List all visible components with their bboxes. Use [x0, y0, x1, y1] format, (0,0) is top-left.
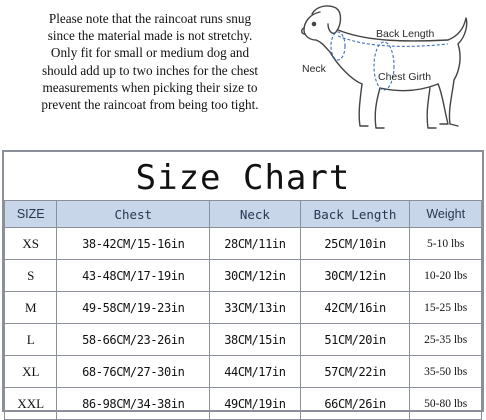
cell-size: XXL — [5, 388, 57, 420]
column-header-chest: Chest — [57, 201, 210, 228]
cell-weight: 10-20 lbs — [410, 260, 482, 292]
cell-neck: 44CM/17in — [210, 356, 301, 388]
table-row — [5, 324, 482, 356]
cell-neck: 28CM/11in — [210, 228, 301, 260]
note-line: measurements when picking their size to — [42, 79, 258, 95]
cell-size: L — [5, 324, 57, 356]
note-line: should add up to two inches for the chest — [41, 62, 259, 78]
table-row — [5, 260, 482, 292]
note-line: since the material made is not stretchy. — [47, 28, 253, 44]
cell-back-length: 30CM/12in — [300, 260, 410, 292]
table-row — [5, 228, 482, 260]
cell-back-length: 25CM/10in — [300, 228, 410, 260]
cell-size: M — [5, 292, 57, 324]
table-row — [5, 356, 482, 388]
cell-chest: 38-42CM/15-16in — [57, 228, 210, 260]
cell-neck: 49CM/19in — [210, 388, 301, 420]
cell-chest: 68-76CM/27-30in — [57, 356, 210, 388]
cell-weight: 15-25 lbs — [410, 292, 482, 324]
cell-weight: 50-80 lbs — [410, 388, 482, 420]
note-line: prevent the raincoat from being too tight. — [41, 97, 259, 113]
column-header-back-length: Back Length — [300, 201, 410, 228]
table-row — [5, 292, 482, 324]
back-length-label: Back Length — [376, 28, 435, 40]
cell-size: S — [5, 260, 57, 292]
cell-neck: 30CM/12in — [210, 260, 301, 292]
cell-chest: 86-98CM/34-38in — [57, 388, 210, 420]
cell-back-length: 66CM/26in — [300, 388, 410, 420]
cell-weight: 35-50 lbs — [410, 356, 482, 388]
column-header-neck: Neck — [210, 201, 301, 228]
cell-size: XL — [5, 356, 57, 388]
note-line: Only fit for small or medium dog and — [50, 45, 250, 61]
cell-size: XS — [5, 228, 57, 260]
chest-girth-label: Chest Girth — [378, 71, 432, 83]
dog-outline-icon — [302, 6, 467, 128]
dog-measurement-diagram — [298, 0, 486, 140]
cell-neck: 38CM/15in — [210, 324, 301, 356]
column-header-size: SIZE — [5, 201, 57, 228]
cell-back-length: 57CM/22in — [300, 356, 410, 388]
cell-chest: 58-66CM/23-26in — [57, 324, 210, 356]
cell-neck: 33CM/13in — [210, 292, 301, 324]
cell-chest: 49-58CM/19-23in — [57, 292, 210, 324]
size-chart-title: Size Chart — [135, 158, 351, 198]
size-table-header-row — [5, 201, 482, 228]
size-chart — [2, 150, 484, 412]
table-row — [5, 388, 482, 420]
cell-back-length: 42CM/16in — [300, 292, 410, 324]
cell-chest: 43-48CM/17-19in — [57, 260, 210, 292]
neck-label: Neck — [302, 63, 326, 75]
cell-weight: 5-10 lbs — [410, 228, 482, 260]
cell-back-length: 51CM/20in — [300, 324, 410, 356]
raincoat-fit-note — [0, 10, 300, 113]
column-header-weight: Weight — [410, 201, 482, 228]
size-table — [4, 200, 482, 420]
note-line: Please note that the raincoat runs snug — [48, 11, 252, 26]
cell-weight: 25-35 lbs — [410, 324, 482, 356]
